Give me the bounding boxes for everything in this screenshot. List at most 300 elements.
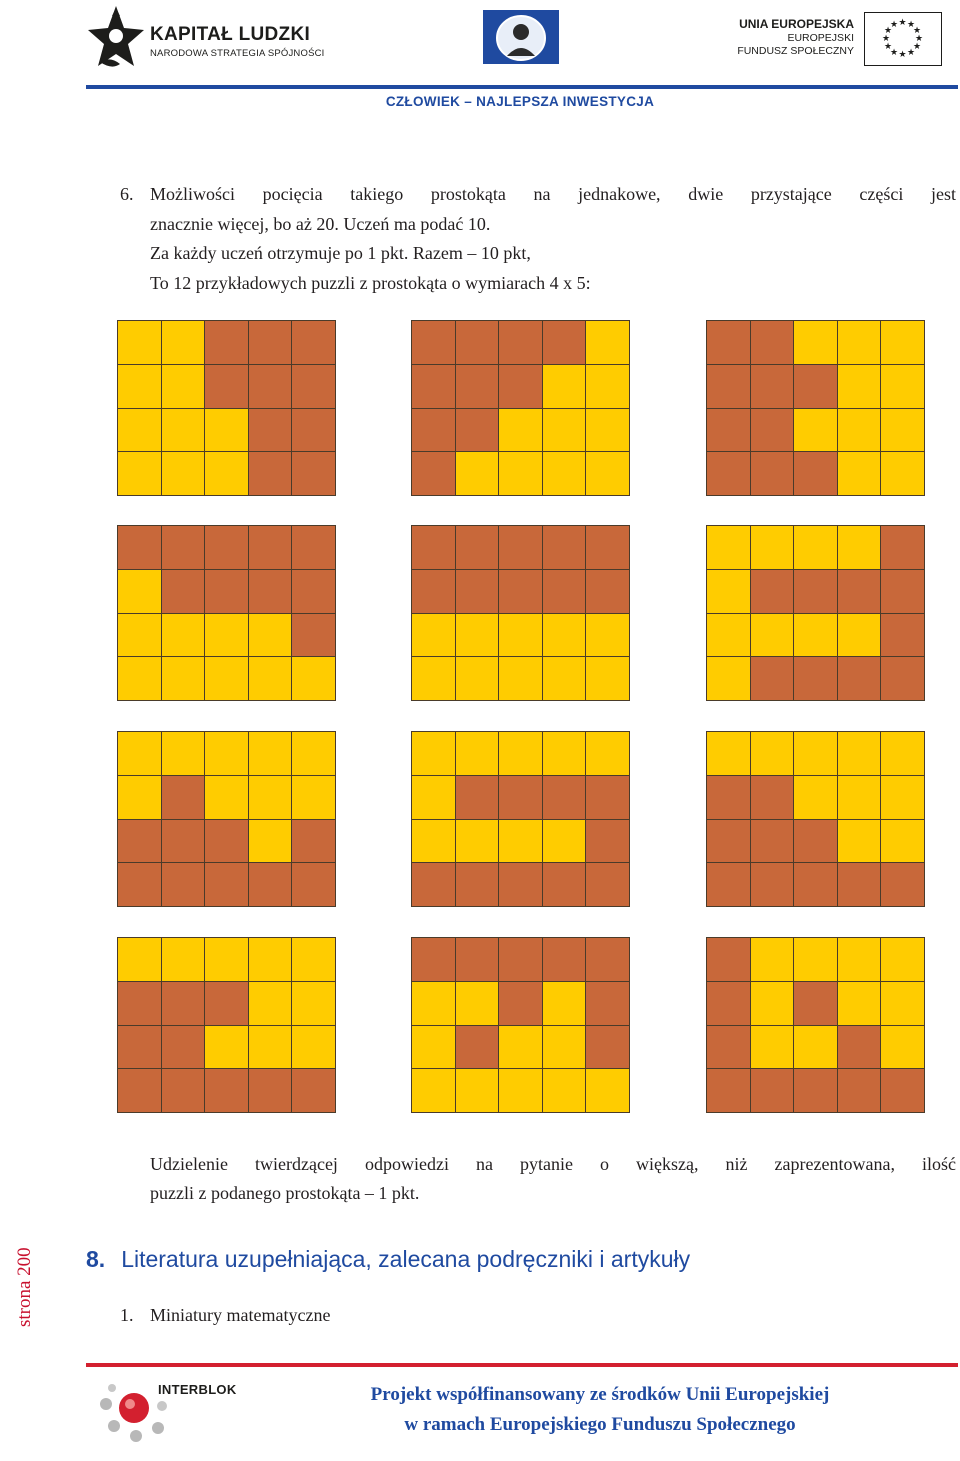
- puzzle-cell: [292, 1069, 335, 1112]
- puzzle-cell: [707, 938, 750, 981]
- puzzle-cell: [794, 526, 837, 569]
- puzzle-cell: [118, 938, 161, 981]
- puzzle-grid-8: [411, 731, 630, 907]
- puzzle-cell: [205, 526, 248, 569]
- puzzle-cell: [751, 452, 794, 495]
- puzzle-cell: [205, 1069, 248, 1112]
- puzzle-cell: [751, 614, 794, 657]
- puzzle-cell: [456, 321, 499, 364]
- puzzle-cell: [292, 365, 335, 408]
- svg-text:★: ★: [912, 26, 922, 36]
- puzzle-cell: [249, 776, 292, 819]
- interblok-logo: [92, 1378, 292, 1450]
- puzzle-cell: [751, 526, 794, 569]
- puzzle-cell: [794, 776, 837, 819]
- puzzle-cell: [118, 1069, 161, 1112]
- puzzle-cell: [118, 982, 161, 1025]
- puzzle-cell: [412, 938, 455, 981]
- puzzle-cell: [707, 1026, 750, 1069]
- puzzle-grid-2: [411, 320, 630, 496]
- puzzle-cell: [707, 1069, 750, 1112]
- footer-rule: [86, 1363, 958, 1367]
- puzzle-cell: [205, 863, 248, 906]
- puzzle-cell: [162, 321, 205, 364]
- puzzle-cell: [543, 863, 586, 906]
- puzzle-cell: [707, 820, 750, 863]
- puzzle-cell: [586, 982, 629, 1025]
- puzzle-cell: [881, 321, 924, 364]
- puzzle-cell: [249, 321, 292, 364]
- puzzle-cell: [412, 452, 455, 495]
- puzzle-cell: [751, 732, 794, 775]
- puzzle-cell: [751, 321, 794, 364]
- puzzle-cell: [543, 452, 586, 495]
- puzzle-cell: [707, 409, 750, 452]
- puzzle-cell: [292, 776, 335, 819]
- puzzle-cell: [499, 776, 542, 819]
- puzzle-cell: [499, 982, 542, 1025]
- puzzle-cell: [162, 365, 205, 408]
- puzzle-cell: [586, 938, 629, 981]
- svg-text:★: ★: [898, 50, 907, 60]
- puzzle-cell: [412, 409, 455, 452]
- svg-text:★: ★: [912, 42, 922, 52]
- puzzle-cell: [118, 409, 161, 452]
- puzzle-cell: [707, 614, 750, 657]
- puzzle-cell: [751, 657, 794, 700]
- puzzle-cell: [707, 570, 750, 613]
- puzzle-cell: [249, 452, 292, 495]
- puzzle-cell: [162, 657, 205, 700]
- puzzle-cell: [456, 776, 499, 819]
- puzzle-cell: [707, 657, 750, 700]
- eu-line-2: EUROPEJSKI: [787, 32, 854, 44]
- puzzle-cell: [412, 526, 455, 569]
- puzzle-cell: [586, 776, 629, 819]
- puzzle-cell: [838, 570, 881, 613]
- svg-text:★: ★: [883, 42, 893, 52]
- puzzle-cell: [292, 1026, 335, 1069]
- header-rule: [86, 85, 958, 89]
- puzzle-cell: [205, 570, 248, 613]
- item-6-line-1: Możliwości pocięcia takiego prostokąta na jednakowe, dwie przystające części jest: [150, 184, 956, 204]
- puzzle-cell: [838, 526, 881, 569]
- puzzle-cell: [292, 452, 335, 495]
- section-8-number: 8.: [86, 1246, 106, 1272]
- puzzle-cell: [249, 1069, 292, 1112]
- item-6-line-3: Za każdy uczeń otrzymuje po 1 pkt. Razem – 10 pkt,: [150, 243, 531, 263]
- puzzle-cell: [707, 321, 750, 364]
- puzzle-cell: [794, 732, 837, 775]
- puzzle-cell: [838, 938, 881, 981]
- puzzle-cell: [499, 938, 542, 981]
- puzzle-cell: [118, 526, 161, 569]
- puzzle-cell: [205, 938, 248, 981]
- puzzle-grid-7: [117, 731, 336, 907]
- puzzle-cell: [543, 732, 586, 775]
- puzzle-cell: [881, 409, 924, 452]
- puzzle-cell: [162, 938, 205, 981]
- puzzle-cell: [456, 452, 499, 495]
- puzzle-cell: [499, 452, 542, 495]
- puzzle-cell: [456, 938, 499, 981]
- puzzle-cell: [543, 776, 586, 819]
- puzzle-cell: [543, 526, 586, 569]
- puzzle-cell: [751, 365, 794, 408]
- puzzle-cell: [456, 614, 499, 657]
- eu-flag-icon: [864, 12, 942, 66]
- puzzle-cell: [586, 1069, 629, 1112]
- puzzle-grid-10: [117, 937, 336, 1113]
- page-number-label: strona 200: [14, 1247, 35, 1327]
- puzzle-cell: [162, 732, 205, 775]
- portrait-medallion-icon: [483, 10, 559, 64]
- puzzle-cell: [249, 732, 292, 775]
- puzzle-cell: [881, 732, 924, 775]
- puzzle-cell: [249, 863, 292, 906]
- puzzle-cell: [412, 614, 455, 657]
- puzzle-cell: [881, 1026, 924, 1069]
- puzzle-cell: [499, 732, 542, 775]
- puzzle-cell: [412, 657, 455, 700]
- page-number-side: [2, 1222, 42, 1332]
- puzzle-cell: [543, 321, 586, 364]
- puzzle-cell: [586, 452, 629, 495]
- puzzle-cell: [586, 657, 629, 700]
- puzzle-cell: [205, 657, 248, 700]
- puzzle-cell: [794, 409, 837, 452]
- puzzle-cell: [118, 365, 161, 408]
- puzzle-cell: [456, 1026, 499, 1069]
- puzzle-cell: [794, 1069, 837, 1112]
- puzzle-cell: [751, 820, 794, 863]
- literature-item-1: [120, 1305, 330, 1326]
- puzzle-cell: [751, 409, 794, 452]
- svg-text:★: ★: [914, 34, 924, 44]
- portrait-emblem: [483, 10, 559, 64]
- puzzle-cell: [751, 1069, 794, 1112]
- eu-logo: [737, 12, 942, 66]
- puzzle-cell: [292, 570, 335, 613]
- item-6: [120, 180, 956, 298]
- svg-text:★: ★: [906, 48, 916, 58]
- puzzle-cell: [794, 452, 837, 495]
- puzzle-cell: [838, 321, 881, 364]
- svg-text:★: ★: [889, 48, 899, 58]
- puzzle-cell: [794, 820, 837, 863]
- puzzle-cell: [586, 863, 629, 906]
- puzzle-cell: [292, 732, 335, 775]
- puzzle-cell: [751, 1026, 794, 1069]
- puzzle-cell: [838, 365, 881, 408]
- puzzle-cell: [118, 732, 161, 775]
- puzzle-cell: [292, 614, 335, 657]
- puzzle-cell: [499, 863, 542, 906]
- puzzle-cell: [543, 938, 586, 981]
- puzzle-cell: [249, 1026, 292, 1069]
- puzzle-cell: [412, 776, 455, 819]
- puzzle-cell: [456, 657, 499, 700]
- puzzle-cell: [838, 820, 881, 863]
- conclusion: [150, 1150, 956, 1208]
- puzzle-grid-3: [706, 320, 925, 496]
- puzzle-cell: [586, 321, 629, 364]
- puzzle-cell: [205, 1026, 248, 1069]
- conclusion-line-2: puzzli z podanego prostokąta – 1 pkt.: [150, 1183, 420, 1203]
- puzzle-cell: [586, 732, 629, 775]
- item-6-line-2: znacznie więcej, bo aż 20. Uczeń ma podać 10.: [150, 213, 491, 234]
- puzzle-cell: [751, 863, 794, 906]
- puzzle-cell: [543, 982, 586, 1025]
- puzzle-cell: [707, 452, 750, 495]
- puzzle-cell: [543, 657, 586, 700]
- puzzle-cell: [292, 938, 335, 981]
- puzzle-cell: [118, 452, 161, 495]
- puzzle-cell: [118, 863, 161, 906]
- puzzle-cell: [794, 657, 837, 700]
- puzzle-cell: [292, 657, 335, 700]
- kapital-ludzki-subtitle: NARODOWA STRATEGIA SPÓJNOŚCI: [150, 48, 325, 59]
- puzzle-cell: [292, 409, 335, 452]
- puzzle-cell: [499, 526, 542, 569]
- puzzle-cell: [292, 820, 335, 863]
- puzzle-cell: [586, 526, 629, 569]
- puzzle-cell: [412, 365, 455, 408]
- puzzle-cell: [543, 614, 586, 657]
- puzzle-cell: [499, 321, 542, 364]
- puzzle-cell: [249, 657, 292, 700]
- puzzle-cell: [162, 982, 205, 1025]
- puzzle-cell: [162, 820, 205, 863]
- puzzle-cell: [707, 982, 750, 1025]
- puzzle-cell: [586, 614, 629, 657]
- puzzle-cell: [499, 614, 542, 657]
- puzzle-cell: [543, 1026, 586, 1069]
- puzzle-cell: [205, 776, 248, 819]
- puzzle-cell: [205, 820, 248, 863]
- puzzle-cell: [162, 409, 205, 452]
- svg-text:★: ★: [889, 20, 899, 30]
- puzzle-cell: [707, 863, 750, 906]
- puzzle-cell: [456, 365, 499, 408]
- puzzle-cell: [794, 863, 837, 906]
- puzzle-cell: [456, 863, 499, 906]
- puzzle-cell: [499, 570, 542, 613]
- item-6-number: 6.: [120, 184, 134, 204]
- puzzle-grid-9: [706, 731, 925, 907]
- puzzle-cell: [118, 820, 161, 863]
- puzzle-cell: [205, 365, 248, 408]
- puzzle-cell: [249, 820, 292, 863]
- kapital-ludzki-logo: [86, 4, 326, 74]
- puzzle-cell: [751, 982, 794, 1025]
- conclusion-line-1: Udzielenie twierdzącej odpowiedzi na pytanie o większą, niż zaprezentowana, ilość: [150, 1154, 956, 1174]
- puzzle-cell: [881, 452, 924, 495]
- svg-text:★: ★: [881, 34, 891, 44]
- section-8-title: Literatura uzupełniająca, zalecana podręczniki i artykuły: [121, 1246, 691, 1272]
- puzzle-cell: [543, 365, 586, 408]
- svg-text:★: ★: [883, 26, 893, 36]
- puzzle-cell: [838, 732, 881, 775]
- item-6-line-4: To 12 przykładowych puzzli z prostokąta o wymiarach 4 x 5:: [150, 272, 591, 293]
- interblok-label: INTERBLOK: [158, 1382, 237, 1397]
- puzzle-cell: [162, 863, 205, 906]
- puzzle-cell: [456, 820, 499, 863]
- puzzle-cell: [838, 776, 881, 819]
- project-funding-note: [320, 1380, 880, 1440]
- puzzle-cell: [707, 365, 750, 408]
- puzzle-cell: [838, 982, 881, 1025]
- puzzle-cell: [707, 526, 750, 569]
- puzzle-grid-11: [411, 937, 630, 1113]
- puzzle-cell: [456, 409, 499, 452]
- puzzle-cell: [118, 614, 161, 657]
- puzzle-cell: [456, 526, 499, 569]
- puzzle-cell: [499, 1026, 542, 1069]
- puzzle-cell: [162, 776, 205, 819]
- puzzle-cell: [205, 614, 248, 657]
- puzzle-cell: [881, 776, 924, 819]
- puzzle-cell: [118, 321, 161, 364]
- puzzle-cell: [881, 570, 924, 613]
- puzzle-cell: [586, 820, 629, 863]
- puzzle-grid-1: [117, 320, 336, 496]
- puzzle-cell: [162, 570, 205, 613]
- puzzle-cell: [249, 409, 292, 452]
- puzzle-cell: [838, 409, 881, 452]
- puzzle-cell: [881, 526, 924, 569]
- puzzle-cell: [249, 614, 292, 657]
- puzzle-cell: [586, 1026, 629, 1069]
- puzzle-cell: [292, 982, 335, 1025]
- puzzle-cell: [162, 614, 205, 657]
- puzzle-cell: [794, 365, 837, 408]
- puzzle-cell: [205, 452, 248, 495]
- literature-item-1-number: 1.: [120, 1305, 134, 1325]
- puzzle-cell: [205, 732, 248, 775]
- puzzle-cell: [162, 452, 205, 495]
- puzzle-cell: [794, 321, 837, 364]
- puzzle-cell: [412, 982, 455, 1025]
- puzzle-cell: [162, 1026, 205, 1069]
- puzzle-cell: [586, 365, 629, 408]
- puzzle-cell: [292, 526, 335, 569]
- puzzle-cell: [881, 1069, 924, 1112]
- puzzle-cell: [751, 776, 794, 819]
- puzzle-cell: [456, 570, 499, 613]
- puzzle-cell: [412, 1069, 455, 1112]
- puzzle-cell: [838, 657, 881, 700]
- project-line-2: w ramach Europejskiego Funduszu Społecznego: [404, 1414, 796, 1435]
- puzzle-cell: [412, 1026, 455, 1069]
- puzzle-cell: [881, 820, 924, 863]
- svg-text:★: ★: [898, 18, 907, 28]
- puzzle-cell: [205, 321, 248, 364]
- puzzle-cell: [794, 1026, 837, 1069]
- puzzle-cell: [707, 776, 750, 819]
- header-motto: CZŁOWIEK – NAJLEPSZA INWESTYCJA: [385, 94, 655, 109]
- puzzle-cell: [456, 732, 499, 775]
- puzzle-cell: [249, 570, 292, 613]
- puzzle-cell: [249, 938, 292, 981]
- puzzle-cell: [499, 657, 542, 700]
- puzzle-cell: [456, 1069, 499, 1112]
- puzzle-cell: [412, 570, 455, 613]
- puzzle-cell: [586, 570, 629, 613]
- puzzle-cell: [543, 820, 586, 863]
- kapital-ludzki-star-icon: [86, 4, 146, 74]
- puzzle-cell: [118, 776, 161, 819]
- puzzle-cell: [499, 365, 542, 408]
- puzzle-cell: [838, 863, 881, 906]
- puzzle-cell: [292, 863, 335, 906]
- puzzle-cell: [162, 1069, 205, 1112]
- puzzle-cell: [205, 982, 248, 1025]
- puzzle-cell: [543, 1069, 586, 1112]
- puzzle-cell: [205, 409, 248, 452]
- puzzle-cell: [794, 614, 837, 657]
- puzzle-cell: [499, 820, 542, 863]
- puzzle-cell: [162, 526, 205, 569]
- puzzle-cell: [249, 982, 292, 1025]
- puzzle-cell: [499, 409, 542, 452]
- puzzle-cell: [881, 938, 924, 981]
- puzzle-grid-5: [411, 525, 630, 701]
- puzzle-cell: [751, 570, 794, 613]
- puzzle-cell: [794, 982, 837, 1025]
- puzzle-cell: [881, 657, 924, 700]
- puzzle-cell: [707, 732, 750, 775]
- puzzle-cell: [881, 863, 924, 906]
- puzzle-cell: [249, 526, 292, 569]
- svg-text:★: ★: [906, 20, 916, 30]
- puzzle-cell: [543, 570, 586, 613]
- puzzle-cell: [249, 365, 292, 408]
- puzzle-cell: [543, 409, 586, 452]
- puzzle-grid-4: [117, 525, 336, 701]
- puzzle-cell: [838, 1069, 881, 1112]
- puzzle-cell: [118, 1026, 161, 1069]
- puzzle-cell: [412, 321, 455, 364]
- puzzle-cell: [412, 820, 455, 863]
- kapital-ludzki-title: KAPITAŁ LUDZKI: [150, 24, 311, 45]
- eu-line-3: FUNDUSZ SPOŁECZNY: [737, 45, 854, 57]
- literature-item-1-text: Miniatury matematyczne: [150, 1305, 331, 1325]
- puzzle-cell: [499, 1069, 542, 1112]
- puzzle-cell: [881, 365, 924, 408]
- project-line-1: Projekt współfinansowany ze środków Unii Europejskiej: [370, 1384, 830, 1405]
- puzzle-cell: [794, 938, 837, 981]
- puzzle-cell: [751, 938, 794, 981]
- puzzle-cell: [412, 732, 455, 775]
- puzzle-cell: [118, 657, 161, 700]
- puzzle-cell: [118, 570, 161, 613]
- puzzle-cell: [838, 1026, 881, 1069]
- puzzle-cell: [881, 982, 924, 1025]
- section-8-heading: [86, 1246, 690, 1273]
- puzzle-cell: [586, 409, 629, 452]
- puzzle-cell: [456, 982, 499, 1025]
- puzzle-grid-6: [706, 525, 925, 701]
- puzzle-cell: [292, 321, 335, 364]
- puzzle-cell: [412, 863, 455, 906]
- puzzle-cell: [838, 614, 881, 657]
- puzzle-cell: [794, 570, 837, 613]
- puzzle-cell: [838, 452, 881, 495]
- puzzle-cell: [881, 614, 924, 657]
- puzzle-grid-12: [706, 937, 925, 1113]
- eu-line-1: UNIA EUROPEJSKA: [739, 17, 854, 31]
